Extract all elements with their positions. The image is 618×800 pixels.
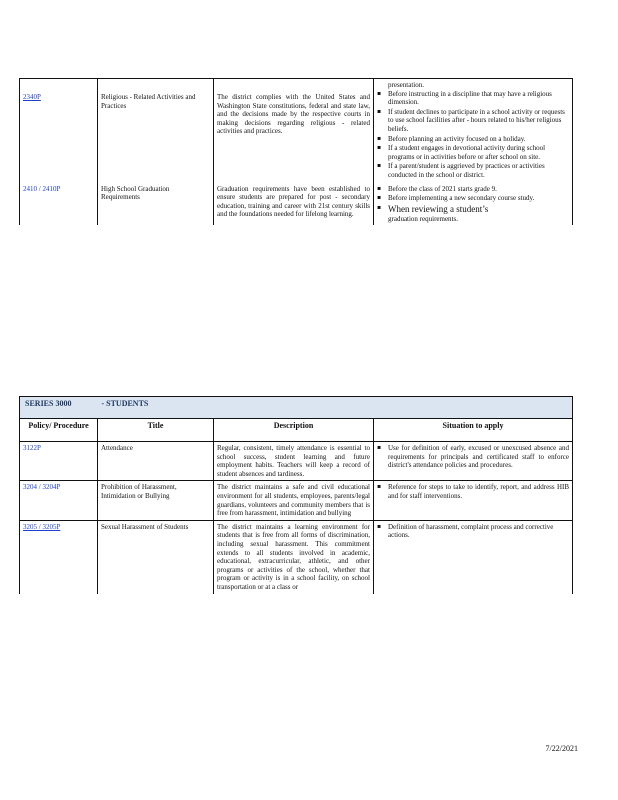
column-header-policy: Policy/ Procedure <box>20 419 98 442</box>
list-item: ▪ Reference for steps to take to identify, report, and address HIB and for staff interventions. <box>377 483 569 500</box>
policy-title: Religious - Related Activities and Practices <box>98 79 214 183</box>
policy-title: Attendance <box>98 442 214 481</box>
policy-description: Graduation requirements have been established to ensure students are prepared for post - secondary education, training and career with 21st century skills and the foundations needed for lifelong learning. <box>214 183 374 226</box>
situation-lead: presentation. <box>388 81 424 89</box>
bullet-icon: ▪ <box>377 184 382 192</box>
policy-title: Prohibition of Harassment, Intimidation or Bullying <box>98 481 214 520</box>
policy-code-cell <box>20 442 98 481</box>
list-item: ▪ If a parent/student is aggrieved by practices or activities conducted in the school or district. <box>377 162 545 179</box>
policy-link-2410[interactable]: 2410 / 2410P <box>23 184 61 193</box>
list-item: ▪ Before implementing a new secondary course study. <box>377 194 535 203</box>
situation-cell <box>374 183 573 226</box>
bullet-icon: ▪ <box>377 162 382 170</box>
policy-title: High School Graduation Requirements <box>98 183 214 226</box>
situation-cell <box>374 520 573 593</box>
policy-description: The district maintains a safe and civil educational environment for all students, employees, parents/legal guardians, volunteers and community members that is free from harassment, intimidation and bullying <box>214 481 374 520</box>
students-policy-table <box>19 396 573 594</box>
policy-description: The district maintains a learning environment for students that is free from all forms of discrimination, including sexual harassment. This commitment extends to all students involved in academic, educational, extracurricular, athletic, and other programs or activities of the school, whether that program or activity is in a school facility, on school transportation or at a class or <box>214 520 374 593</box>
upper-policy-table <box>19 78 573 225</box>
situation-cell <box>374 481 573 520</box>
table-header-row <box>20 419 573 442</box>
bullet-icon: ▪ <box>377 134 382 142</box>
table-row <box>20 520 573 593</box>
policy-link-3204[interactable]: 3204 / 3204P <box>23 483 61 492</box>
bullet-icon: ▪ <box>377 89 382 97</box>
policy-link-2340p[interactable]: 2340P <box>23 93 41 101</box>
policy-code-cell <box>20 481 98 520</box>
list-item-continuation: graduation requirements. <box>388 214 458 223</box>
table-row <box>20 442 573 481</box>
list-item: ▪ If a student engages in devotional activity during school programs or in activities before or after school on site. <box>377 144 546 161</box>
policy-code-cell <box>20 520 98 593</box>
policy-link-3205[interactable]: 3205 / 3205P <box>23 522 61 531</box>
bullet-icon: ▪ <box>377 483 382 491</box>
series-band <box>20 397 573 419</box>
footer-date: 7/22/2021 <box>545 744 578 753</box>
table-row <box>20 79 573 183</box>
list-item: ▪ Before instructing in a discipline that may have a religious dimension. <box>377 89 552 107</box>
bullet-icon: ▪ <box>377 144 382 152</box>
column-header-situation: Situation to apply <box>374 419 573 442</box>
bullet-icon: ▪ <box>377 203 382 211</box>
bullet-icon: ▪ <box>377 194 382 202</box>
list-item: ▪ If student declines to participate in a school activity or requests to use school facilities after - hours related to his/her religious beliefs. <box>377 107 565 133</box>
list-item: ▪ Definition of harassment, complaint process and corrective actions. <box>377 522 554 540</box>
list-item: ▪ When reviewing a student’s <box>377 203 489 214</box>
bullet-icon: ▪ <box>377 522 382 530</box>
table-row <box>20 183 573 226</box>
policy-title: Sexual Harassment of Students <box>98 520 214 593</box>
situation-cell <box>374 442 573 481</box>
list-item: ▪ Before the class of 2021 starts grade 9. <box>377 184 497 193</box>
bullet-icon: ▪ <box>377 107 382 115</box>
policy-link-3122p[interactable]: 3122P <box>23 444 41 452</box>
situation-cell <box>374 79 573 183</box>
policy-description: Regular, consistent, timely attendance is essential to school success, student learning and future employment habits. Teachers will keep a record of student absences and tardiness. <box>214 442 374 481</box>
list-item: ▪ Before planning an activity focused on a holiday. <box>377 134 526 143</box>
policy-code-cell <box>20 183 98 226</box>
column-header-description: Description <box>214 419 374 442</box>
policy-description: The district complies with the United States and Washington State constitutions, federal and state law, and the decisions made by the respective courts in making decisions regarding religious - related activities and practices. <box>214 79 374 183</box>
bullet-icon: ▪ <box>377 444 382 451</box>
column-header-title: Title <box>98 419 214 442</box>
series-label: SERIES 3000 <box>25 399 72 408</box>
series-name: - STUDENTS <box>101 399 149 408</box>
policy-code-cell <box>20 79 98 183</box>
list-item: ▪ Use for definition of early, excused or unexcused absence and requirements for principals and certificated staff to enforce district's attendance policies and procedures. <box>377 444 569 470</box>
table-row <box>20 481 573 520</box>
